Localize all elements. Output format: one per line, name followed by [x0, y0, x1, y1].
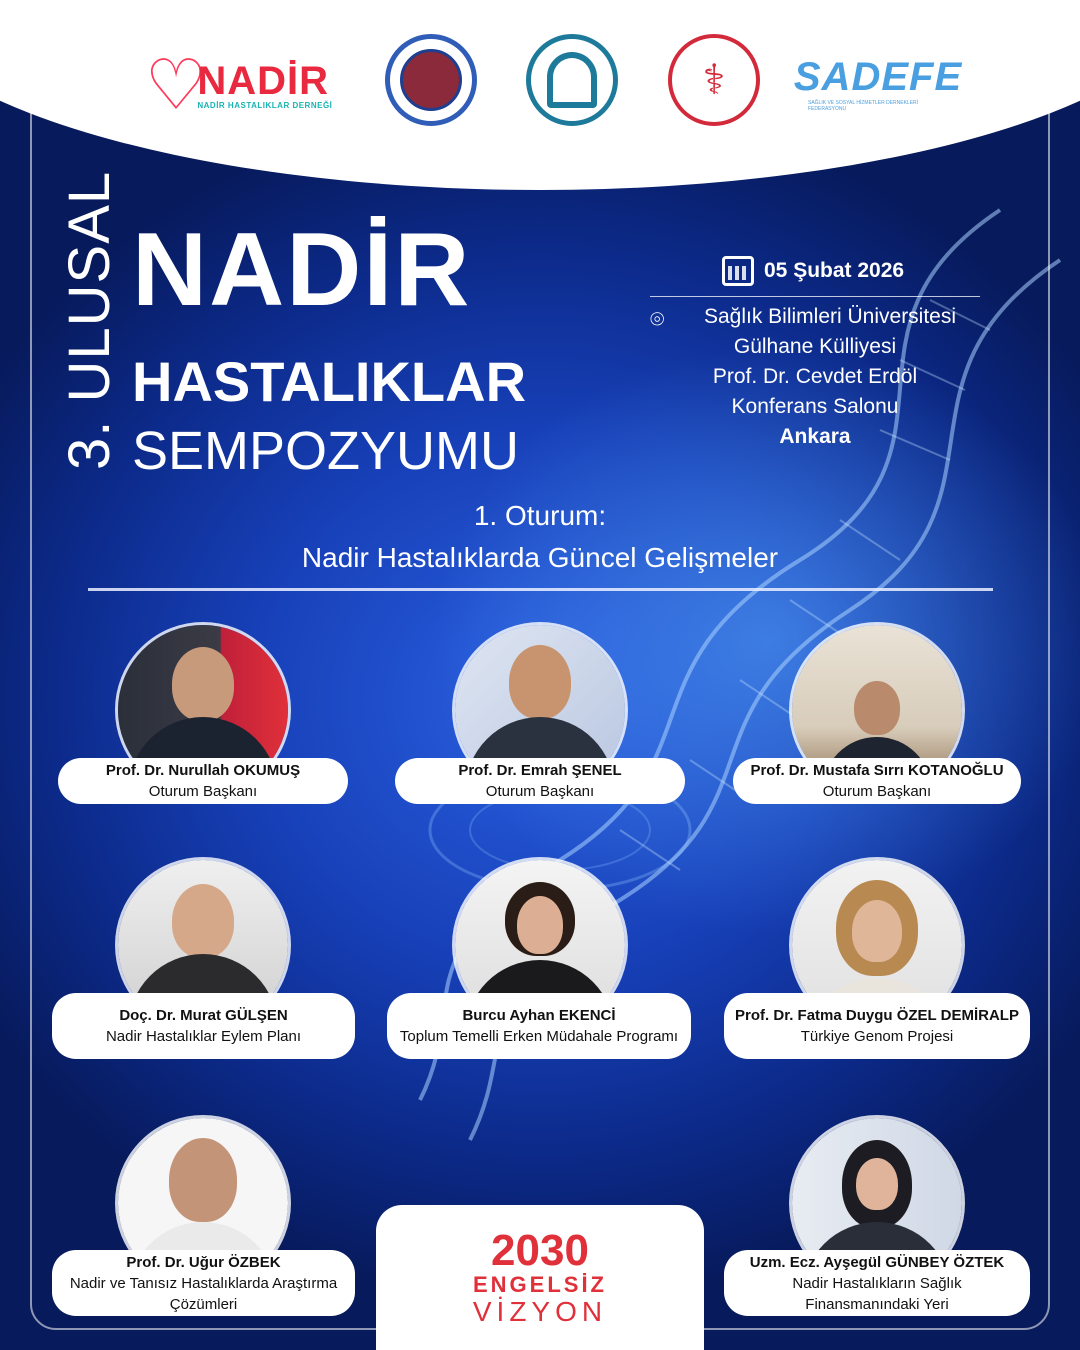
speaker-card: [387, 993, 691, 1059]
venue-line: Sağlık Bilimleri Üniversitesi: [703, 305, 957, 328]
location-pin-icon: ⌾: [650, 305, 665, 333]
sadefe-logo-subtext: SAĞLIK VE SOSYAL HİZMETLER DERNEKLERİ FEDERASYONU: [808, 99, 919, 112]
speaker-role: Nadir Hastalıklar Eylem Planı: [105, 1028, 302, 1045]
vision-2030-logo: [376, 1205, 704, 1350]
venue-line: Gülhane Külliyesi: [733, 335, 897, 358]
speaker-name: Doç. Dr. Murat GÜLŞEN: [119, 1007, 288, 1024]
edition-label: 3. ULUSAL: [57, 170, 122, 470]
nadir-logo-text: NADİR: [197, 58, 330, 103]
speaker-card: [58, 758, 348, 804]
speaker-card: [52, 993, 355, 1059]
session-label: 1. Oturum:: [473, 500, 607, 531]
nadir-logo-subtext: NADİR HASTALIKLAR DERNEĞİ: [197, 100, 333, 110]
speaker-name: Prof. Dr. Fatma Duygu ÖZEL DEMİRALP: [735, 1007, 1019, 1024]
speaker-role: Nadir ve Tanısız Hastalıklarda Araştırma Çözümleri: [69, 1274, 338, 1313]
speaker-role: Oturum Başkanı: [485, 783, 595, 800]
nadir-association-logo: [136, 44, 341, 126]
caduceus-icon: ⚕: [702, 55, 726, 104]
venue-line: Konferans Salonu: [731, 395, 899, 418]
speaker-role: Oturum Başkanı: [822, 783, 932, 800]
venue-line: Prof. Dr. Cevdet Erdöl: [712, 365, 918, 388]
event-date-text: 05 Şubat 2026: [764, 259, 905, 282]
sbu-university-seal: [385, 34, 477, 126]
speaker-name: Prof. Dr. Emrah ŞENEL: [458, 762, 622, 779]
title-line-2: HASTALIKLAR: [132, 350, 527, 413]
speaker-name: Prof. Dr. Uğur ÖZBEK: [126, 1253, 281, 1271]
speaker-role: Oturum Başkanı: [148, 783, 258, 800]
sadefe-logo: [793, 38, 963, 128]
heart-icon: ♡: [144, 44, 208, 126]
session-title: Nadir Hastalıklarda Güncel Gelişmeler: [301, 542, 779, 573]
health-ministry-seal: [668, 34, 760, 126]
speaker-card: [395, 758, 685, 804]
vision-line-2: VİZYON: [472, 1295, 608, 1327]
title-line-3: SEMPOZYUMU: [132, 421, 520, 481]
session-divider: [88, 588, 993, 591]
aybu-university-seal: [526, 34, 618, 126]
speaker-card: [724, 993, 1030, 1059]
speaker-role: Toplum Temelli Erken Müdahale Programı: [399, 1028, 679, 1045]
speaker-role: Türkiye Genom Projesi: [800, 1028, 954, 1045]
speaker-card: [52, 1250, 355, 1316]
event-date: [722, 256, 904, 286]
speaker-name: Prof. Dr. Mustafa Sırrı KOTANOĞLU: [750, 762, 1004, 779]
info-divider: [650, 296, 980, 297]
speaker-card: [733, 758, 1021, 804]
calendar-icon: [722, 256, 754, 286]
sadefe-logo-text: SADEFE: [793, 54, 963, 99]
vision-year: 2030: [491, 1225, 589, 1275]
speaker-role: Nadir Hastalıkların Sağlık Finansmanındaki Yeri: [792, 1274, 962, 1313]
speaker-name: Uzm. Ecz. Ayşegül GÜNBEY ÖZTEK: [749, 1253, 1005, 1271]
vision-line-1: ENGELSİZ: [472, 1271, 607, 1297]
speaker-name: Burcu Ayhan EKENCİ: [462, 1007, 616, 1024]
speaker-name: Prof. Dr. Nurullah OKUMUŞ: [105, 762, 301, 779]
speaker-card: [724, 1250, 1030, 1316]
title-line-1: NADİR: [132, 212, 472, 328]
event-venue: [650, 302, 980, 452]
session-heading: [90, 495, 990, 579]
venue-city: Ankara: [779, 425, 851, 448]
